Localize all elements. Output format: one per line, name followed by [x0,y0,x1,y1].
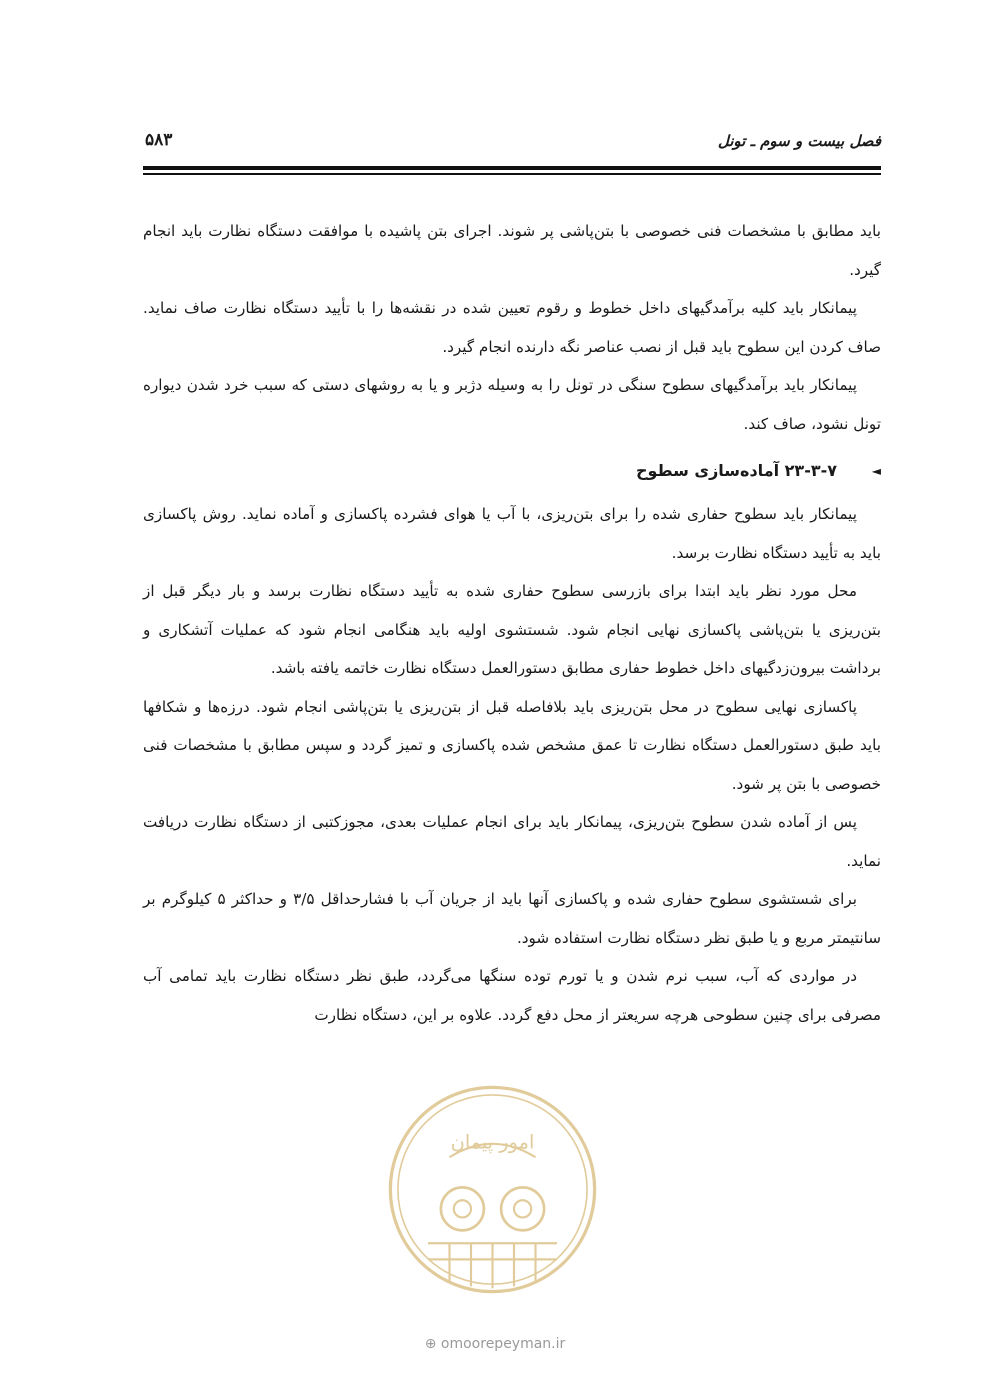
chapter-title: فصل بیست و سوم ـ تونل [717,132,881,150]
section-marker-icon: ◄ [871,464,881,478]
header-rule-thick [143,166,881,170]
section-heading [143,451,881,491]
paragraph: محل مورد نظر باید ابتدا برای بازرسی سطوح حفاری شده به تأیید دستگاه نظارت برسد و بار دیگر قبل از بتن‌ریزی یا بتن‌پاشی پاکسازی نهایی انجام شود. شستشوی اولیه باید هنگامی انجام شود که عملیات آتشکاری و برداشت بیرون‌زدگیهای داخل خطوط حفاری مطابق دستورالعمل دستگاه نظارت خاتمه یافته باشد. [143,582,881,677]
globe-icon: ⊕ [424,1336,437,1352]
document-body [143,212,881,1034]
paragraph: پس از آماده شدن سطوح بتن‌ریزی، پیمانکار باید برای انجام عملیات بعدی، مجوزکتبی از دستگاه نظارت دریافت نماید. [143,813,881,870]
section-title: ۲۳-۳-۷ آماده‌سازی سطوح [635,461,837,480]
paragraph: در مواردی که آب، سبب نرم شدن و یا تورم توده سنگها می‌گردد، طبق نظر دستگاه نظارت باید تمامی آب مصرفی برای چنین سطوحی هرچه سریعتر از محل دفع گردد. علاوه بر این، دستگاه نظارت [143,967,881,1024]
header-rule-thin [143,173,881,175]
page-number: ۵۸۳ [145,130,173,150]
paragraph: پیمانکار باید کلیه برآمدگیهای داخل خطوط و رقوم تعیین شده در نقشه‌ها را با تأیید دستگاه نظارت صاف نماید. صاف کردن این سطوح باید قبل از نصب عناصر نگه دارنده انجام گیرد. [143,299,881,356]
paragraph: برای شستشوی سطوح حفاری شده و پاکسازی آنها باید از جریان آب با فشارحداقل ۳/۵ و حداکثر ۵ کیلوگرم بر سانتیمتر مربع و یا طبق نظر دستگاه نظارت استفاده شود. [143,890,881,947]
watermark-logo-text: امور پیمان [450,1130,535,1154]
watermark-logo [385,1082,600,1297]
page-header [143,128,881,158]
paragraph: باید مطابق با مشخصات فنی خصوصی با بتن‌پاشی پر شوند. اجرای بتن پاشیده با موافقت دستگاه نظارت باید انجام گیرد. [143,222,881,279]
watermark-site-text: omoorepeyman.ir [440,1336,566,1352]
paragraph: پیمانکار باید سطوح حفاری شده را برای بتن‌ریزی، با آب یا هوای فشرده پاکسازی و آماده نماید. روش پاکسازی باید به تأیید دستگاه نظارت برسد. [143,505,881,562]
paragraph: پاکسازی نهایی سطوح در محل بتن‌ریزی باید بلافاصله قبل از بتن‌ریزی یا بتن‌پاشی انجام شود. درزه‌ها و شکافها باید طبق دستورالعمل دستگاه نظارت تا عمق مشخص شده پاکسازی و تمیز گردد و سپس مطابق با مشخصات فنی خصوصی با بتن پر شود. [143,697,881,793]
watermark-site [395,1336,595,1352]
paragraph: پیمانکار باید برآمدگیهای سطوح سنگی در تونل را به وسیله دژبر و یا به روشهای دستی که سبب خرد شدن دیواره تونل نشود، صاف کند. [143,376,881,433]
